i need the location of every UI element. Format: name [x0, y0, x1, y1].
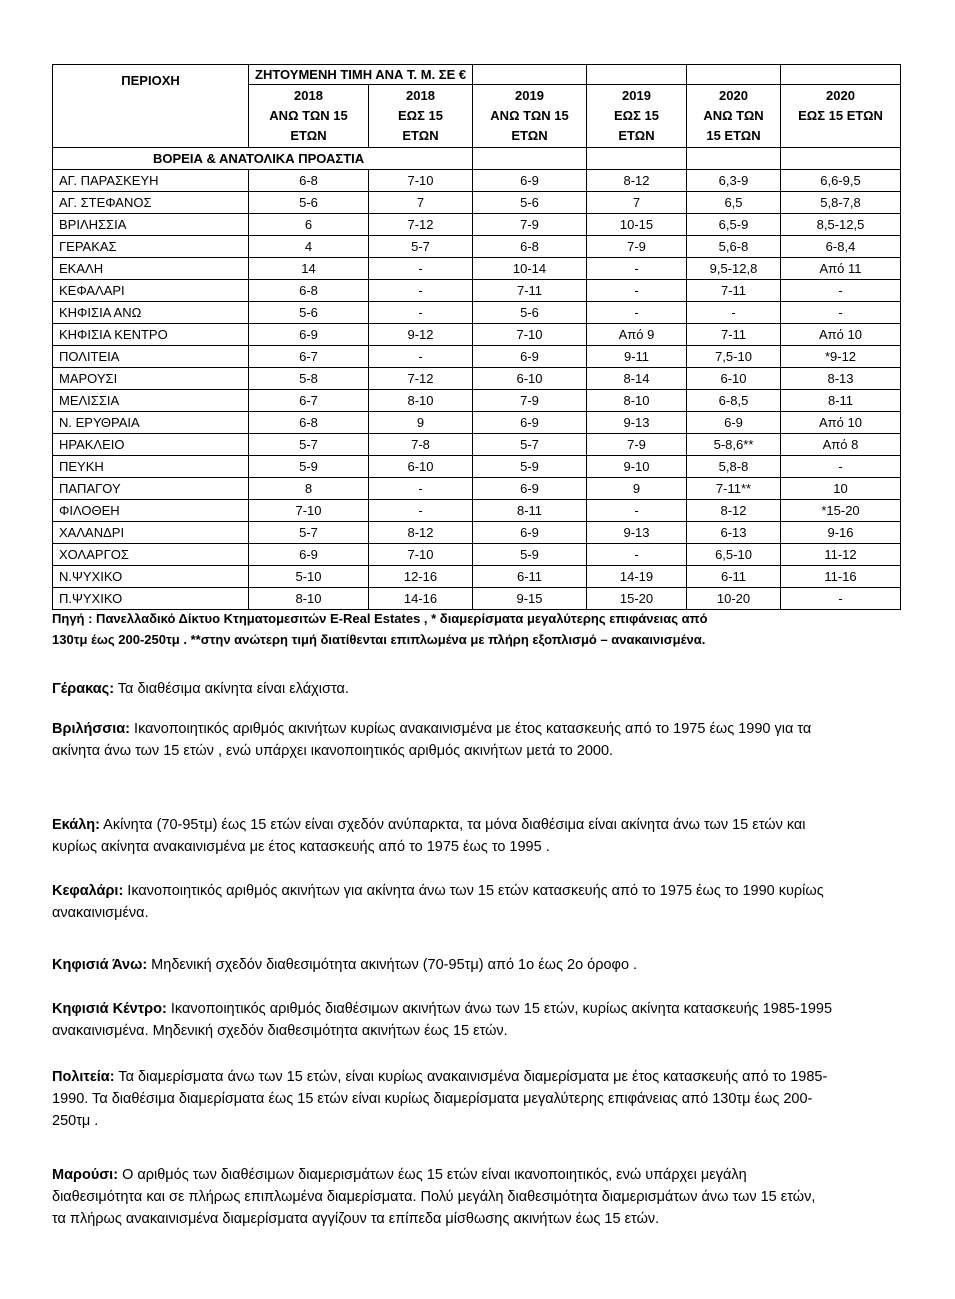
price-cell: 6-7: [249, 346, 369, 368]
area-name-cell: ΦΙΛΟΘΕΗ: [53, 500, 249, 522]
price-cell: 6,3-9: [687, 170, 781, 192]
price-cell: -: [781, 302, 901, 324]
price-cell: 6-9: [473, 478, 587, 500]
price-cell: 5-8,6**: [687, 434, 781, 456]
column-header-line: [783, 126, 898, 146]
table-row: [53, 456, 901, 478]
price-cell: 7-10: [369, 544, 473, 566]
area-name-cell: ΜΕΛΙΣΣΙΑ: [53, 390, 249, 412]
price-cell: -: [369, 258, 473, 280]
paragraph-title: Πολιτεία:: [52, 1069, 115, 1085]
price-cell: 6-7: [249, 390, 369, 412]
price-cell: 8-11: [473, 500, 587, 522]
area-name-cell: Ν.ΨΥΧΙΚΟ: [53, 566, 249, 588]
price-cell: 6-11: [473, 566, 587, 588]
empty-cell: [781, 148, 901, 170]
empty-cell: [587, 148, 687, 170]
price-cell: 9-12: [369, 324, 473, 346]
price-cell: -: [587, 258, 687, 280]
column-header-line: ΑΝΩ ΤΩΝ: [703, 108, 764, 123]
price-cell: 6-8,4: [781, 236, 901, 258]
price-cell: 11-12: [781, 544, 901, 566]
paragraph-title: Κηφισιά Άνω:: [52, 957, 148, 973]
price-cell: 5-8: [249, 368, 369, 390]
price-cell: 5-7: [473, 434, 587, 456]
price-cell: 6-10: [369, 456, 473, 478]
column-header-line: 2019: [622, 88, 651, 103]
price-cell: 8-12: [369, 522, 473, 544]
price-cell: 7-10: [369, 170, 473, 192]
price-cell: 5-9: [473, 544, 587, 566]
table-row: [53, 478, 901, 500]
price-cell: 7-9: [587, 434, 687, 456]
empty-cell: [781, 65, 901, 85]
price-cell: -: [369, 346, 473, 368]
paragraph-title: Κηφισιά Κέντρο:: [52, 1001, 167, 1017]
price-cell: Από 10: [781, 412, 901, 434]
area-name-cell: ΠΟΛΙΤΕΙΑ: [53, 346, 249, 368]
paragraph-text: Ικανοποιητικός αριθμός ακινήτων κυρίως ανακαινισμένα με έτος κατασκευής από το 1975 έως 1990 για τα ακίνητα άνω των 15 ετών , ενώ υπάρχει ικανοποιητικός αριθμός ακινήτων μετά το 2000.: [52, 721, 812, 759]
price-cell: 5,8-7,8: [781, 192, 901, 214]
region-header: ΠΕΡΙΟΧΗ: [53, 65, 249, 148]
area-paragraph: [52, 954, 832, 976]
paragraph-text: Μηδενική σχεδόν διαθεσιμότητα ακινήτων (70-95τμ) από 1ο έως 2ο όροφο .: [147, 957, 638, 973]
price-cell: 9-16: [781, 522, 901, 544]
table-row: [53, 170, 901, 192]
price-cell: 7: [587, 192, 687, 214]
table-row: [53, 412, 901, 434]
price-cell: 11-16: [781, 566, 901, 588]
price-cell: 5-7: [369, 236, 473, 258]
area-name-cell: ΗΡΑΚΛΕΙΟ: [53, 434, 249, 456]
price-cell: 9: [369, 412, 473, 434]
price-cell: 8-10: [249, 588, 369, 610]
price-cell: 14-16: [369, 588, 473, 610]
paragraph-text: Ακίνητα (70-95τμ) έως 15 ετών είναι σχεδόν ανύπαρκτα, τα μόνα διαθέσιμα είναι ακίνητα άνω των 15 ετών και κυρίως ακίνητα ανακαινισμένα με έτος κατασκευής από το 1975 έως το 1995 .: [52, 817, 806, 855]
price-cell: 7-11: [687, 324, 781, 346]
paragraph-title: Γέρακας:: [52, 681, 115, 697]
price-cell: 6-13: [687, 522, 781, 544]
table-row: [53, 236, 901, 258]
area-name-cell: ΒΡΙΛΗΣΣΙΑ: [53, 214, 249, 236]
area-name-cell: Ν. ΕΡΥΘΡΑΙΑ: [53, 412, 249, 434]
empty-cell: [687, 148, 781, 170]
column-header-line: 2020: [826, 88, 855, 103]
price-cell: 10-15: [587, 214, 687, 236]
price-cell: 8-12: [587, 170, 687, 192]
table-row: [53, 566, 901, 588]
area-name-cell: ΚΕΦΑΛΑΡΙ: [53, 280, 249, 302]
price-cell: 6-8: [249, 412, 369, 434]
price-cell: 9-11: [587, 346, 687, 368]
table-row: [53, 192, 901, 214]
table-row: [53, 302, 901, 324]
price-cell: 6-9: [473, 170, 587, 192]
price-cell: 5-9: [473, 456, 587, 478]
price-cell: Από 8: [781, 434, 901, 456]
table-row: [53, 214, 901, 236]
column-header: [687, 85, 781, 148]
price-cell: 10: [781, 478, 901, 500]
price-cell: 5-6: [473, 192, 587, 214]
price-cell: 7-10: [473, 324, 587, 346]
area-name-cell: ΜΑΡΟΥΣΙ: [53, 368, 249, 390]
area-name-cell: ΕΚΑΛΗ: [53, 258, 249, 280]
table-row: [53, 368, 901, 390]
price-cell: 4: [249, 236, 369, 258]
price-cell: Από 10: [781, 324, 901, 346]
table-row: [53, 588, 901, 610]
note-line-1: Πηγή : Πανελλαδικό Δίκτυο Κτηματομεσιτών E-Real Estates , * διαμερίσματα μεγαλύτερης επιφάνειας από: [52, 611, 708, 626]
price-cell: -: [587, 500, 687, 522]
price-cell: 7: [369, 192, 473, 214]
price-cell: Από 11: [781, 258, 901, 280]
area-paragraph: [52, 998, 832, 1042]
price-cell: 15-20: [587, 588, 687, 610]
price-cell: 14-19: [587, 566, 687, 588]
table-row: [53, 346, 901, 368]
price-cell: 7-11: [687, 280, 781, 302]
price-cell: 6-9: [249, 324, 369, 346]
empty-cell: [473, 65, 587, 85]
price-cell: 9-13: [587, 522, 687, 544]
column-header: [587, 85, 687, 148]
price-cell: 7-9: [473, 390, 587, 412]
price-cell: 6-8: [473, 236, 587, 258]
table-row: [53, 390, 901, 412]
area-name-cell: ΑΓ. ΠΑΡΑΣΚΕΥΗ: [53, 170, 249, 192]
price-cell: -: [687, 302, 781, 324]
column-header-line: ΕΩΣ 15: [614, 108, 659, 123]
price-cell: -: [369, 280, 473, 302]
price-cell: 9-15: [473, 588, 587, 610]
paragraph-text: Ικανοποιητικός αριθμός διαθέσιμων ακινήτων άνω των 15 ετών, κυρίως ακίνητα κατασκευής 1985-1995 ανακαινισμένα. Μηδενική σχεδόν διαθεσιμότητα ακινήτων έως 15 ετών.: [52, 1001, 833, 1039]
price-cell: -: [369, 500, 473, 522]
paragraph-title: Εκάλη:: [52, 817, 100, 833]
column-header-line: ΕΤΩΝ: [511, 128, 548, 143]
area-paragraph: [52, 678, 832, 700]
area-name-cell: ΧΑΛΑΝΔΡΙ: [53, 522, 249, 544]
price-cell: 6-9: [687, 412, 781, 434]
area-paragraph: [52, 718, 832, 762]
column-header-line: 2019: [515, 88, 544, 103]
area-name-cell: ΠΕΥΚΗ: [53, 456, 249, 478]
price-cell: 8: [249, 478, 369, 500]
price-cell: 14: [249, 258, 369, 280]
price-cell: 5-7: [249, 522, 369, 544]
column-header: [781, 85, 901, 148]
column-header-line: 2020: [719, 88, 748, 103]
price-cell: 6-11: [687, 566, 781, 588]
price-cell: 6,5: [687, 192, 781, 214]
column-header: [369, 85, 473, 148]
price-cell: 5-7: [249, 434, 369, 456]
table-row: [53, 258, 901, 280]
price-cell: 7-12: [369, 368, 473, 390]
price-cell: 9: [587, 478, 687, 500]
column-header-line: ΑΝΩ ΤΩΝ 15: [490, 108, 569, 123]
table-row: [53, 434, 901, 456]
price-cell: -: [369, 302, 473, 324]
empty-cell: [473, 148, 587, 170]
price-cell: 5,8-8: [687, 456, 781, 478]
column-header-line: 2018: [406, 88, 435, 103]
price-cell: 5-10: [249, 566, 369, 588]
price-cell: 6: [249, 214, 369, 236]
column-header-line: 15 ΕΤΩΝ: [706, 128, 761, 143]
area-paragraph: [52, 814, 832, 858]
price-cell: 8,5-12,5: [781, 214, 901, 236]
table-row: [53, 280, 901, 302]
price-cell: 6-10: [473, 368, 587, 390]
price-cell: -: [781, 280, 901, 302]
price-cell: -: [587, 302, 687, 324]
paragraph-text: Ικανοποιητικός αριθμός ακινήτων για ακίνητα άνω των 15 ετών κατασκευής από το 1975 έως το 1990 κυρίως ανακαινισμένα.: [52, 883, 824, 921]
price-cell: 6-9: [249, 544, 369, 566]
column-header-line: ΑΝΩ ΤΩΝ 15: [269, 108, 348, 123]
price-cell: 8-12: [687, 500, 781, 522]
price-cell: 5-6: [473, 302, 587, 324]
area-name-cell: ΚΗΦΙΣΙΑ ΚΕΝΤΡΟ: [53, 324, 249, 346]
column-header-line: ΕΤΩΝ: [402, 128, 439, 143]
area-name-cell: Π.ΨΥΧΙΚΟ: [53, 588, 249, 610]
source-note: [52, 608, 912, 650]
price-cell: 5-6: [249, 192, 369, 214]
paragraph-title: Βριλήσσια:: [52, 721, 131, 737]
price-cell: -: [369, 478, 473, 500]
price-cell: 6-9: [473, 412, 587, 434]
column-header-line: ΕΤΩΝ: [290, 128, 327, 143]
column-header-line: 2018: [294, 88, 323, 103]
paragraph-text: Τα διαθέσιμα ακίνητα είναι ελάχιστα.: [114, 681, 349, 697]
section-title: ΒΟΡΕΙΑ & ΑΝΑΤΟΛΙΚΑ ΠΡΟΑΣΤΙΑ: [53, 148, 473, 170]
table-row: [53, 324, 901, 346]
table-row: [53, 544, 901, 566]
price-cell: -: [587, 544, 687, 566]
price-cell: 6-9: [473, 522, 587, 544]
paragraph-title: Μαρούσι:: [52, 1167, 119, 1183]
price-cell: 10-14: [473, 258, 587, 280]
price-cell: *9-12: [781, 346, 901, 368]
price-cell: -: [781, 588, 901, 610]
price-cell: 5,6-8: [687, 236, 781, 258]
price-cell: 10-20: [687, 588, 781, 610]
area-paragraph: [52, 880, 832, 924]
price-cell: 7,5-10: [687, 346, 781, 368]
price-cell: *15-20: [781, 500, 901, 522]
price-cell: 8-10: [369, 390, 473, 412]
table-row: [53, 522, 901, 544]
price-cell: 8-11: [781, 390, 901, 412]
price-cell: 6,5-9: [687, 214, 781, 236]
price-cell: 6-9: [473, 346, 587, 368]
price-cell: 6,5-10: [687, 544, 781, 566]
area-name-cell: ΧΟΛΑΡΓΟΣ: [53, 544, 249, 566]
price-cell: 12-16: [369, 566, 473, 588]
column-header: [249, 85, 369, 148]
area-name-cell: ΓΕΡΑΚΑΣ: [53, 236, 249, 258]
column-header-line: ΕΩΣ 15 ΕΤΩΝ: [798, 108, 883, 123]
price-cell: -: [781, 456, 901, 478]
area-name-cell: ΠΑΠΑΓΟΥ: [53, 478, 249, 500]
price-cell: 9,5-12,8: [687, 258, 781, 280]
area-name-cell: ΑΓ. ΣΤΕΦΑΝΟΣ: [53, 192, 249, 214]
price-cell: 8-10: [587, 390, 687, 412]
price-cell: 8-13: [781, 368, 901, 390]
column-header-line: ΕΩΣ 15: [398, 108, 443, 123]
price-cell: 7-11: [473, 280, 587, 302]
empty-cell: [587, 65, 687, 85]
empty-cell: [687, 65, 781, 85]
area-paragraph: [52, 1066, 832, 1132]
price-cell: 7-10: [249, 500, 369, 522]
price-cell: 6-8: [249, 280, 369, 302]
price-cell: 5-9: [249, 456, 369, 478]
price-header: ΖΗΤΟΥΜΕΝΗ ΤΙΜΗ ΑΝΑ Τ. Μ. ΣΕ €: [249, 65, 473, 85]
price-cell: 7-9: [587, 236, 687, 258]
area-paragraph: [52, 1164, 832, 1230]
price-cell: 6-8: [249, 170, 369, 192]
price-cell: 6-10: [687, 368, 781, 390]
column-header: [473, 85, 587, 148]
paragraph-text: Τα διαμερίσματα άνω των 15 ετών, είναι κυρίως ανακαινισμένα διαμερίσματα με έτος κατασκευής από το 1985-1990. Τα διαθέσιμα διαμερίσματα έως 15 ετών είναι κυρίως διαμερίσματα μεγαλύτερης επιφάνειας από 130τμ έως 200-250τμ .: [52, 1069, 828, 1129]
price-cell: 6-8,5: [687, 390, 781, 412]
price-table: [52, 64, 901, 610]
price-cell: 5-6: [249, 302, 369, 324]
price-cell: 7-12: [369, 214, 473, 236]
price-cell: 7-9: [473, 214, 587, 236]
table-row: [53, 500, 901, 522]
paragraph-text: Ο αριθμός των διαθέσιμων διαμερισμάτων έως 15 ετών είναι ικανοποιητικός, ενώ υπάρχει μεγάλη διαθεσιμότητα και σε πλήρως επιπλωμένα διαμερίσματα. Πολύ μεγάλη διαθεσιμότητα διαμερισμάτων άνω των 15 ετών, τα πλήρως ανακαινισμένα διαμερίσματα αγγίζουν τα επίπεδα μίσθωσης ακινήτων έως 15 ετών.: [52, 1167, 816, 1227]
note-line-2: 130τμ έως 200-250τμ . **στην ανώτερη τιμή διατίθενται επιπλωμένα με πλήρη εξοπλισμό – ανακαινισμένα.: [52, 632, 706, 647]
price-cell: 7-11**: [687, 478, 781, 500]
price-cell: 6,6-9,5: [781, 170, 901, 192]
paragraph-title: Κεφαλάρι:: [52, 883, 124, 899]
price-cell: 8-14: [587, 368, 687, 390]
price-cell: -: [587, 280, 687, 302]
price-cell: 9-10: [587, 456, 687, 478]
price-cell: Από 9: [587, 324, 687, 346]
column-header-line: ΕΤΩΝ: [618, 128, 655, 143]
price-cell: 7-8: [369, 434, 473, 456]
price-cell: 9-13: [587, 412, 687, 434]
area-name-cell: ΚΗΦΙΣΙΑ ΑΝΩ: [53, 302, 249, 324]
